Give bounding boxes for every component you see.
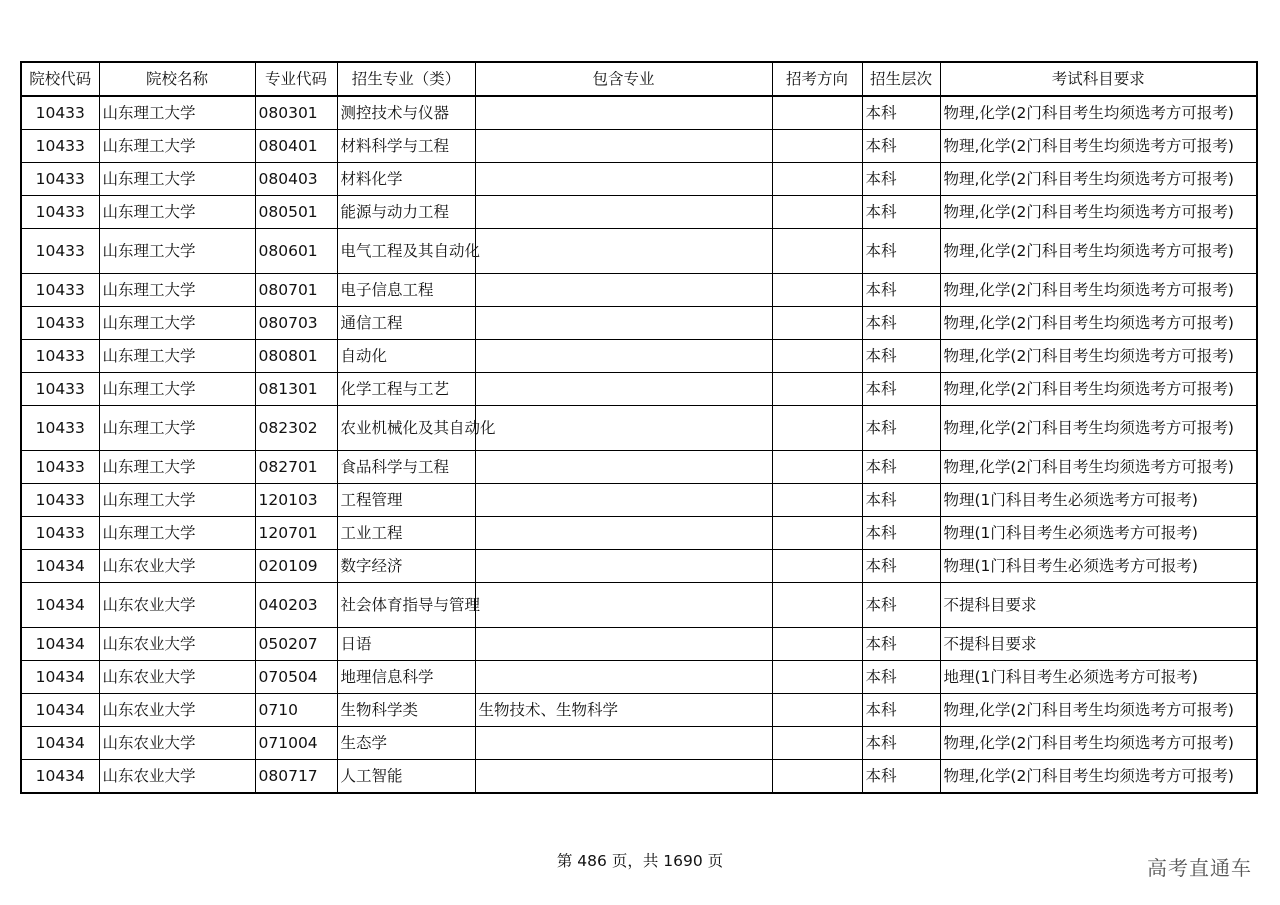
major-name-cell: 日语 xyxy=(337,628,475,661)
level-cell: 本科 xyxy=(862,163,940,196)
direction-cell xyxy=(772,550,862,583)
subject-requirement-cell: 物理,化学(2门科目考生均须选考方可报考) xyxy=(940,96,1257,130)
included-majors-cell: 生物技术、生物科学 xyxy=(475,694,772,727)
school-code-cell: 10433 xyxy=(21,484,99,517)
level-cell: 本科 xyxy=(862,694,940,727)
level-cell: 本科 xyxy=(862,130,940,163)
major-name-cell: 生态学 xyxy=(337,727,475,760)
major-code-cell: 081301 xyxy=(255,373,337,406)
school-code-cell: 10433 xyxy=(21,406,99,451)
major-name-cell: 材料化学 xyxy=(337,163,475,196)
school-code-cell: 10433 xyxy=(21,451,99,484)
table-row xyxy=(21,517,1257,550)
school-code-cell: 10433 xyxy=(21,274,99,307)
included-majors-cell xyxy=(475,583,772,628)
table-row xyxy=(21,760,1257,794)
included-majors-cell xyxy=(475,760,772,794)
subject-requirement-cell: 物理,化学(2门科目考生均须选考方可报考) xyxy=(940,130,1257,163)
direction-cell xyxy=(772,130,862,163)
included-majors-cell xyxy=(475,661,772,694)
included-majors-cell xyxy=(475,130,772,163)
included-majors-cell xyxy=(475,373,772,406)
major-code-cell: 070504 xyxy=(255,661,337,694)
header-major: 招生专业（类） xyxy=(337,62,475,96)
table-row xyxy=(21,130,1257,163)
major-code-cell: 050207 xyxy=(255,628,337,661)
included-majors-cell xyxy=(475,274,772,307)
subject-requirement-cell: 物理,化学(2门科目考生均须选考方可报考) xyxy=(940,340,1257,373)
level-cell: 本科 xyxy=(862,628,940,661)
level-cell: 本科 xyxy=(862,229,940,274)
major-code-cell: 082302 xyxy=(255,406,337,451)
major-name-cell: 食品科学与工程 xyxy=(337,451,475,484)
school-code-cell: 10433 xyxy=(21,229,99,274)
school-name-cell: 山东理工大学 xyxy=(99,274,255,307)
school-code-cell: 10433 xyxy=(21,517,99,550)
direction-cell xyxy=(772,583,862,628)
included-majors-cell xyxy=(475,307,772,340)
school-name-cell: 山东理工大学 xyxy=(99,340,255,373)
table-row xyxy=(21,196,1257,229)
school-name-cell: 山东农业大学 xyxy=(99,550,255,583)
subject-requirement-cell: 物理,化学(2门科目考生均须选考方可报考) xyxy=(940,727,1257,760)
major-code-cell: 080403 xyxy=(255,163,337,196)
direction-cell xyxy=(772,727,862,760)
subject-requirement-cell: 物理,化学(2门科目考生均须选考方可报考) xyxy=(940,307,1257,340)
table-row xyxy=(21,550,1257,583)
school-name-cell: 山东理工大学 xyxy=(99,196,255,229)
school-code-cell: 10433 xyxy=(21,163,99,196)
header-subject-requirement: 考试科目要求 xyxy=(940,62,1257,96)
direction-cell xyxy=(772,628,862,661)
major-name-cell: 电子信息工程 xyxy=(337,274,475,307)
level-cell: 本科 xyxy=(862,373,940,406)
major-code-cell: 0710 xyxy=(255,694,337,727)
school-name-cell: 山东理工大学 xyxy=(99,229,255,274)
direction-cell xyxy=(772,373,862,406)
major-name-cell: 通信工程 xyxy=(337,307,475,340)
major-code-cell: 080801 xyxy=(255,340,337,373)
school-name-cell: 山东农业大学 xyxy=(99,628,255,661)
direction-cell xyxy=(772,694,862,727)
table-row xyxy=(21,727,1257,760)
major-code-cell: 040203 xyxy=(255,583,337,628)
table-row xyxy=(21,451,1257,484)
subject-requirement-cell: 物理,化学(2门科目考生均须选考方可报考) xyxy=(940,196,1257,229)
direction-cell xyxy=(772,229,862,274)
subject-requirement-cell: 不提科目要求 xyxy=(940,583,1257,628)
table-row xyxy=(21,274,1257,307)
header-school-name: 院校名称 xyxy=(99,62,255,96)
school-code-cell: 10433 xyxy=(21,307,99,340)
subject-requirement-cell: 物理,化学(2门科目考生均须选考方可报考) xyxy=(940,274,1257,307)
major-code-cell: 080401 xyxy=(255,130,337,163)
level-cell: 本科 xyxy=(862,340,940,373)
major-code-cell: 080301 xyxy=(255,96,337,130)
level-cell: 本科 xyxy=(862,307,940,340)
direction-cell xyxy=(772,484,862,517)
table-row xyxy=(21,373,1257,406)
school-name-cell: 山东理工大学 xyxy=(99,451,255,484)
header-major-code: 专业代码 xyxy=(255,62,337,96)
direction-cell xyxy=(772,96,862,130)
direction-cell xyxy=(772,517,862,550)
major-code-cell: 080717 xyxy=(255,760,337,794)
school-name-cell: 山东理工大学 xyxy=(99,307,255,340)
major-name-cell: 能源与动力工程 xyxy=(337,196,475,229)
school-code-cell: 10434 xyxy=(21,628,99,661)
included-majors-cell xyxy=(475,229,772,274)
table-row xyxy=(21,229,1257,274)
admissions-table xyxy=(20,61,1258,794)
table-row xyxy=(21,96,1257,130)
school-code-cell: 10433 xyxy=(21,196,99,229)
school-name-cell: 山东理工大学 xyxy=(99,163,255,196)
subject-requirement-cell: 物理,化学(2门科目考生均须选考方可报考) xyxy=(940,451,1257,484)
direction-cell xyxy=(772,163,862,196)
major-name-cell: 地理信息科学 xyxy=(337,661,475,694)
major-code-cell: 020109 xyxy=(255,550,337,583)
header-row xyxy=(21,62,1257,96)
major-code-cell: 080601 xyxy=(255,229,337,274)
school-code-cell: 10433 xyxy=(21,340,99,373)
major-name-cell: 测控技术与仪器 xyxy=(337,96,475,130)
school-name-cell: 山东理工大学 xyxy=(99,406,255,451)
major-name-cell: 社会体育指导与管理 xyxy=(337,583,475,628)
included-majors-cell xyxy=(475,517,772,550)
included-majors-cell xyxy=(475,484,772,517)
major-name-cell: 数字经济 xyxy=(337,550,475,583)
watermark: 高考直通车 xyxy=(1147,856,1252,880)
subject-requirement-cell: 物理,化学(2门科目考生均须选考方可报考) xyxy=(940,163,1257,196)
header-school-code: 院校代码 xyxy=(21,62,99,96)
level-cell: 本科 xyxy=(862,406,940,451)
subject-requirement-cell: 物理(1门科目考生必须选考方可报考) xyxy=(940,517,1257,550)
major-name-cell: 化学工程与工艺 xyxy=(337,373,475,406)
table-row xyxy=(21,484,1257,517)
school-name-cell: 山东理工大学 xyxy=(99,130,255,163)
table-row xyxy=(21,694,1257,727)
subject-requirement-cell: 物理,化学(2门科目考生均须选考方可报考) xyxy=(940,694,1257,727)
direction-cell xyxy=(772,307,862,340)
major-name-cell: 工业工程 xyxy=(337,517,475,550)
subject-requirement-cell: 物理(1门科目考生必须选考方可报考) xyxy=(940,484,1257,517)
header-direction: 招考方向 xyxy=(772,62,862,96)
level-cell: 本科 xyxy=(862,661,940,694)
major-code-cell: 071004 xyxy=(255,727,337,760)
direction-cell xyxy=(772,274,862,307)
table-row xyxy=(21,406,1257,451)
subject-requirement-cell: 物理,化学(2门科目考生均须选考方可报考) xyxy=(940,373,1257,406)
included-majors-cell xyxy=(475,196,772,229)
major-name-cell: 材料科学与工程 xyxy=(337,130,475,163)
school-code-cell: 10434 xyxy=(21,760,99,794)
included-majors-cell xyxy=(475,96,772,130)
school-name-cell: 山东理工大学 xyxy=(99,96,255,130)
school-code-cell: 10433 xyxy=(21,96,99,130)
major-name-cell: 人工智能 xyxy=(337,760,475,794)
school-name-cell: 山东理工大学 xyxy=(99,373,255,406)
direction-cell xyxy=(772,340,862,373)
direction-cell xyxy=(772,196,862,229)
school-code-cell: 10433 xyxy=(21,130,99,163)
major-name-cell: 工程管理 xyxy=(337,484,475,517)
included-majors-cell xyxy=(475,628,772,661)
header-included-majors: 包含专业 xyxy=(475,62,772,96)
level-cell: 本科 xyxy=(862,550,940,583)
subject-requirement-cell: 物理,化学(2门科目考生均须选考方可报考) xyxy=(940,406,1257,451)
page-footer: 第 486 页，共 1690 页 xyxy=(556,852,724,870)
included-majors-cell xyxy=(475,451,772,484)
school-code-cell: 10434 xyxy=(21,583,99,628)
table-row xyxy=(21,163,1257,196)
school-code-cell: 10434 xyxy=(21,727,99,760)
major-name-cell: 农业机械化及其自动化 xyxy=(337,406,475,451)
school-name-cell: 山东农业大学 xyxy=(99,583,255,628)
level-cell: 本科 xyxy=(862,196,940,229)
table-row xyxy=(21,307,1257,340)
table-body xyxy=(21,96,1257,793)
school-code-cell: 10433 xyxy=(21,373,99,406)
major-code-cell: 080703 xyxy=(255,307,337,340)
direction-cell xyxy=(772,451,862,484)
school-name-cell: 山东农业大学 xyxy=(99,727,255,760)
level-cell: 本科 xyxy=(862,274,940,307)
level-cell: 本科 xyxy=(862,727,940,760)
direction-cell xyxy=(772,661,862,694)
included-majors-cell xyxy=(475,340,772,373)
school-name-cell: 山东理工大学 xyxy=(99,484,255,517)
table-header xyxy=(21,62,1257,96)
included-majors-cell xyxy=(475,163,772,196)
header-level: 招生层次 xyxy=(862,62,940,96)
school-name-cell: 山东农业大学 xyxy=(99,694,255,727)
subject-requirement-cell: 不提科目要求 xyxy=(940,628,1257,661)
school-code-cell: 10434 xyxy=(21,550,99,583)
level-cell: 本科 xyxy=(862,760,940,794)
major-code-cell: 080701 xyxy=(255,274,337,307)
level-cell: 本科 xyxy=(862,583,940,628)
direction-cell xyxy=(772,406,862,451)
school-name-cell: 山东农业大学 xyxy=(99,760,255,794)
major-code-cell: 082701 xyxy=(255,451,337,484)
level-cell: 本科 xyxy=(862,96,940,130)
school-code-cell: 10434 xyxy=(21,661,99,694)
level-cell: 本科 xyxy=(862,484,940,517)
major-name-cell: 电气工程及其自动化 xyxy=(337,229,475,274)
table-row xyxy=(21,661,1257,694)
included-majors-cell xyxy=(475,550,772,583)
included-majors-cell xyxy=(475,727,772,760)
subject-requirement-cell: 地理(1门科目考生必须选考方可报考) xyxy=(940,661,1257,694)
included-majors-cell xyxy=(475,406,772,451)
subject-requirement-cell: 物理,化学(2门科目考生均须选考方可报考) xyxy=(940,229,1257,274)
school-code-cell: 10434 xyxy=(21,694,99,727)
subject-requirement-cell: 物理,化学(2门科目考生均须选考方可报考) xyxy=(940,760,1257,794)
direction-cell xyxy=(772,760,862,794)
major-code-cell: 120701 xyxy=(255,517,337,550)
school-name-cell: 山东理工大学 xyxy=(99,517,255,550)
major-code-cell: 080501 xyxy=(255,196,337,229)
table-row xyxy=(21,340,1257,373)
table-row xyxy=(21,628,1257,661)
major-code-cell: 120103 xyxy=(255,484,337,517)
level-cell: 本科 xyxy=(862,451,940,484)
level-cell: 本科 xyxy=(862,517,940,550)
school-name-cell: 山东农业大学 xyxy=(99,661,255,694)
major-name-cell: 自动化 xyxy=(337,340,475,373)
major-name-cell: 生物科学类 xyxy=(337,694,475,727)
subject-requirement-cell: 物理(1门科目考生必须选考方可报考) xyxy=(940,550,1257,583)
table-row xyxy=(21,583,1257,628)
